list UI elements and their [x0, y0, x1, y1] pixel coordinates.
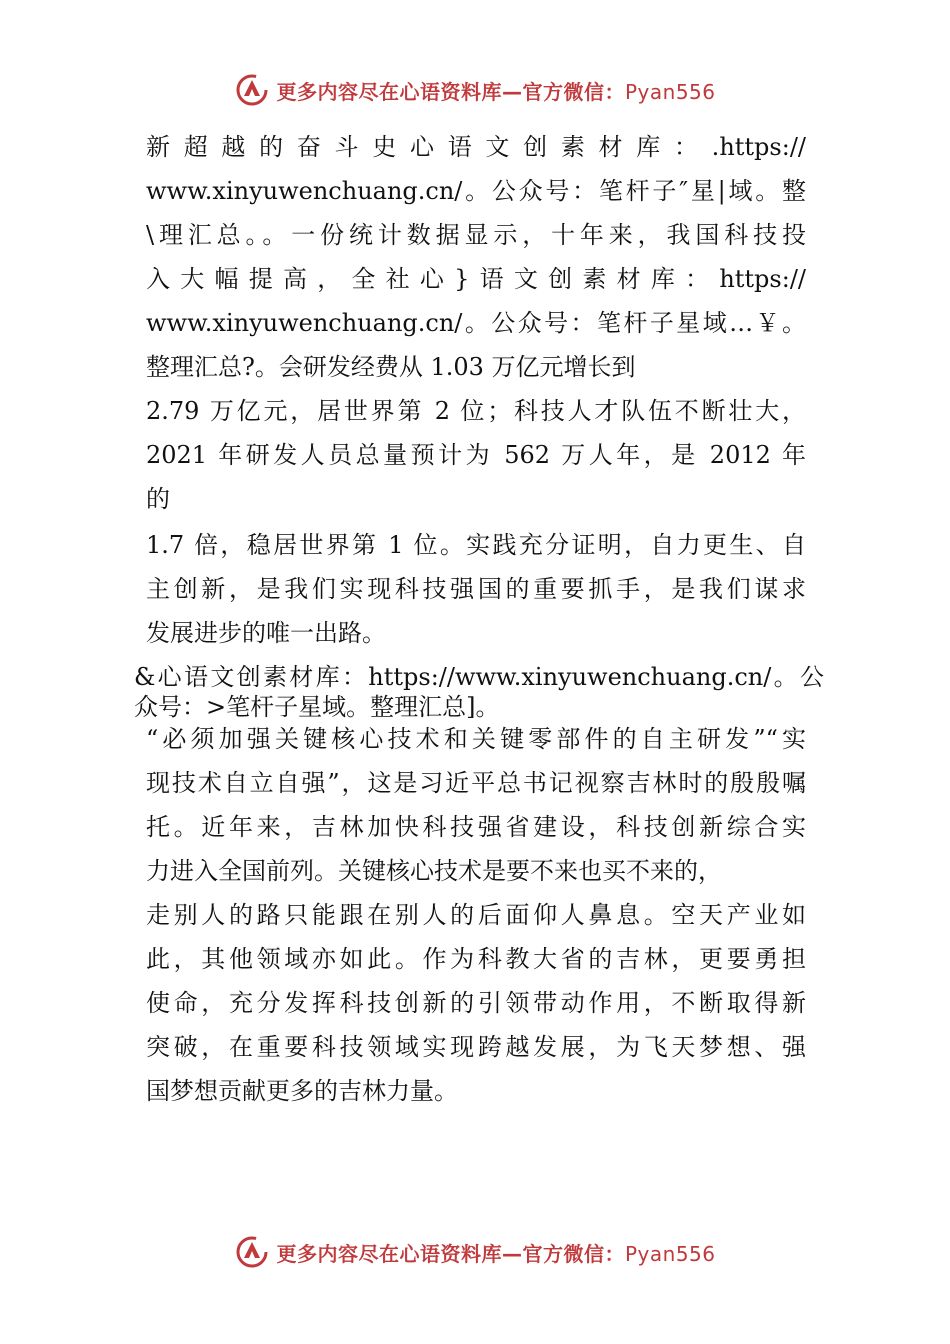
- banner-slogan: 更多内容尽在心语资料库—官方微信：: [276, 1241, 625, 1266]
- brand-logo-icon: [234, 72, 270, 108]
- body-line: 的: [146, 485, 170, 513]
- body-line: www.xinyuwenchuang.cn/。公众号：笔杆子星域…￥。: [146, 309, 806, 337]
- body-line: \理汇总。。一份统计数据显示，十年来，我国科技投: [146, 221, 806, 249]
- brand-logo-icon: [234, 1234, 270, 1270]
- body-line: &心语文创素材库：https://www.xinyuwenchuang.cn/。公: [134, 663, 824, 691]
- wechat-id: Pyan556: [624, 1241, 716, 1266]
- header-banner-text: [276, 76, 715, 105]
- wechat-id: Pyan556: [624, 79, 716, 104]
- body-line: 托。近年来，吉林加快科技强省建设，科技创新综合实: [146, 813, 806, 841]
- body-line: 力进入全国前列。关键核心技术是要不来也买不来的，: [146, 857, 722, 885]
- body-line: 新超越的奋斗史心语文创素材库：.https://: [146, 133, 806, 161]
- body-line: www.xinyuwenchuang.cn/。公众号：笔杆子″星|域。整: [146, 177, 806, 205]
- body-line: 国梦想贡献更多的吉林力量。: [146, 1077, 458, 1105]
- body-line: 现技术自立自强”，这是习近平总书记视察吉林时的殷殷嘱: [146, 769, 806, 797]
- body-line: 2021 年研发人员总量预计为 562 万人年，是 2012 年: [146, 441, 806, 469]
- body-line: 1.7 倍，稳居世界第 1 位。实践充分证明，自力更生、自: [146, 531, 806, 559]
- header-banner: [0, 70, 950, 110]
- body-line: 主创新，是我们实现科技强国的重要抓手，是我们谋求: [146, 575, 806, 603]
- body-line: 突破，在重要科技领域实现跨越发展，为飞天梦想、强: [146, 1033, 806, 1061]
- body-line: 发展进步的唯一出路。: [146, 619, 386, 647]
- body-line: 众号：>笔杆子星域。整理汇总]。: [134, 693, 500, 721]
- footer-banner-text: [276, 1238, 715, 1267]
- body-line: 此，其他领域亦如此。作为科教大省的吉林，更要勇担: [146, 945, 806, 973]
- banner-slogan: 更多内容尽在心语资料库—官方微信：: [276, 79, 625, 104]
- body-line: 使命，充分发挥科技创新的引领带动作用，不断取得新: [146, 989, 806, 1017]
- body-line: “必须加强关键核心技术和关键零部件的自主研发”“实: [146, 725, 806, 753]
- body-line: 走别人的路只能跟在别人的后面仰人鼻息。空天产业如: [146, 901, 806, 929]
- body-line: 2.79 万亿元，居世界第 2 位；科技人才队伍不断壮大，: [146, 397, 806, 425]
- body-line: 整理汇总?。会研发经费从 1.03 万亿元增长到: [146, 353, 636, 381]
- body-line: 入大幅提高，全社心}语文创素材库：https://: [146, 265, 806, 293]
- footer-banner: [0, 1232, 950, 1272]
